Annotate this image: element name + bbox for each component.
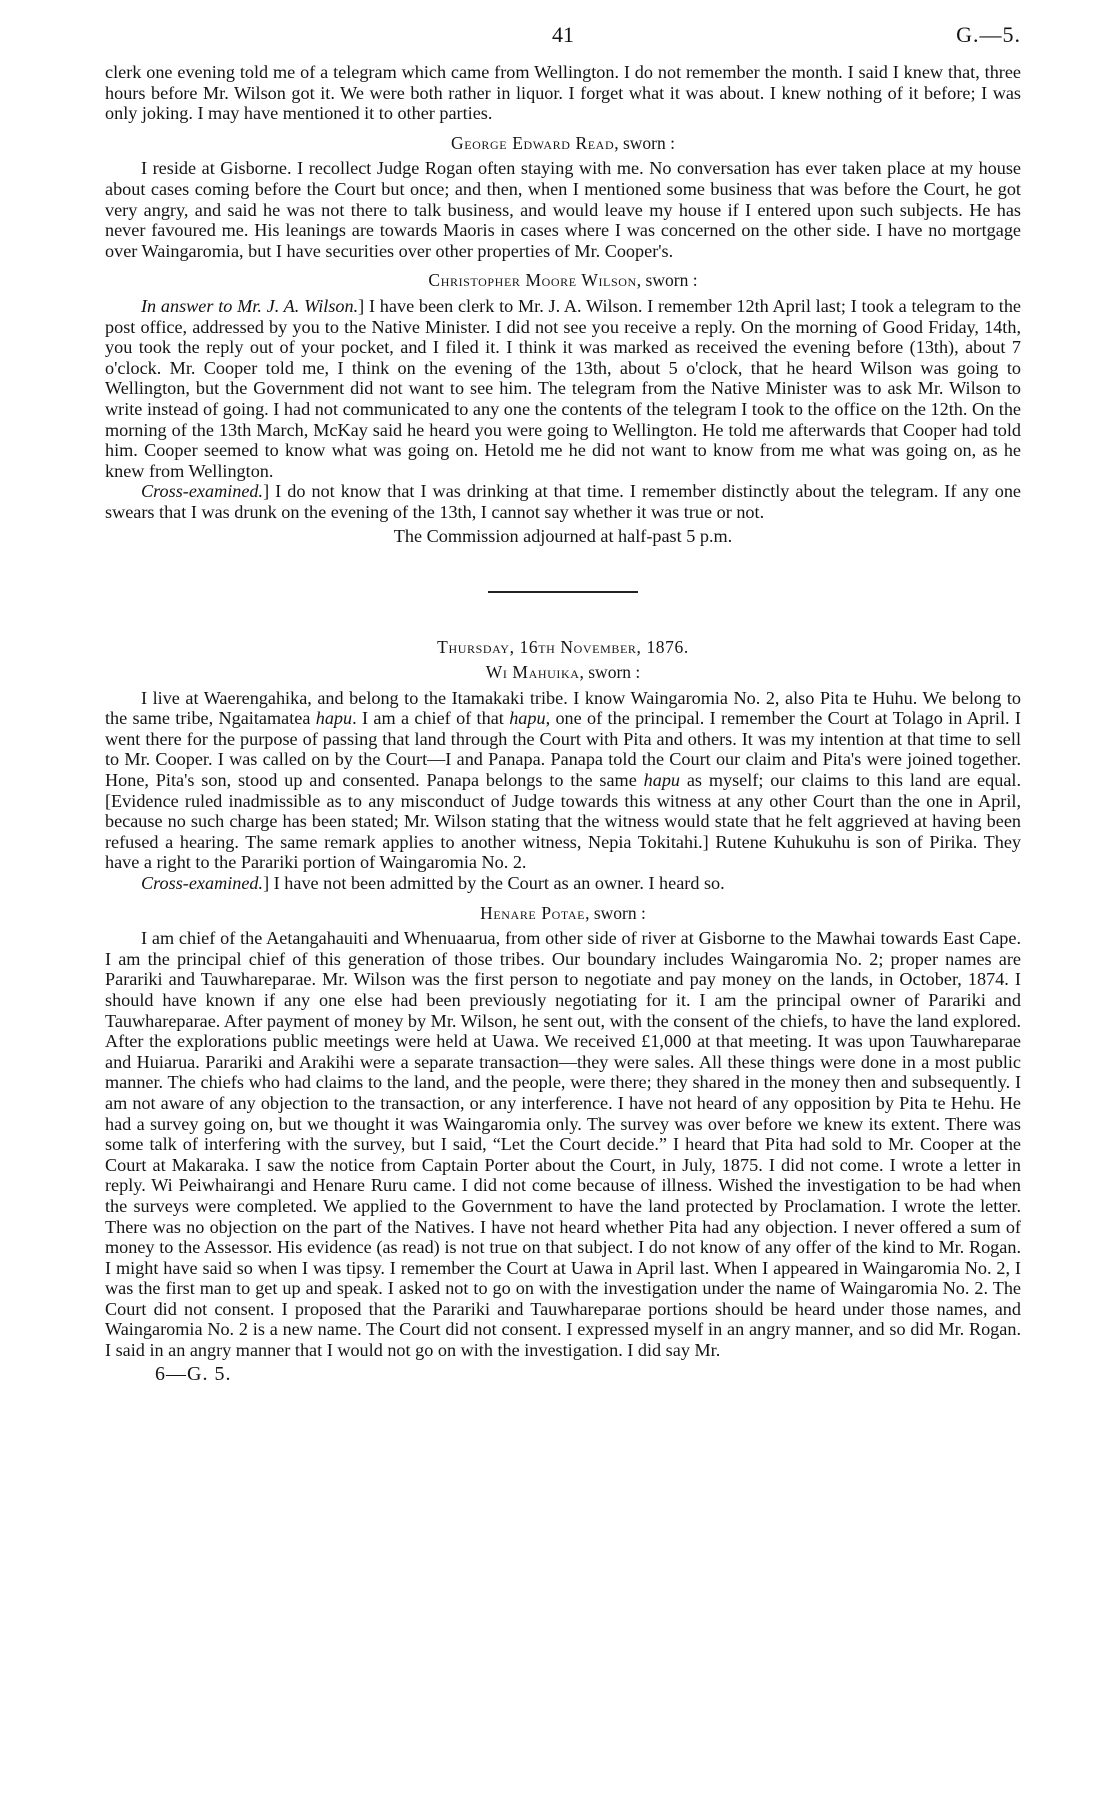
page-footer-signature: 6—G. 5. xyxy=(155,1362,232,1385)
maori-term: hapu xyxy=(643,770,680,791)
document-reference: G.—5. xyxy=(956,22,1021,47)
witness-heading-read xyxy=(105,133,1021,154)
date-heading: Thursday, 16th November, 1876. xyxy=(437,637,689,658)
witness-heading-wilson xyxy=(105,270,1021,291)
page-header xyxy=(105,22,1021,62)
witness-name: Christopher Moore Wilson xyxy=(428,270,637,291)
testimony-text: , one of the principal. I remember the Court at Tolago in April. I went there for the purpose of passing that land through the Court with Pita and others. It was my intention at that time to sell to Mr. Cooper. I was called on by the Court—I and Panapa. Panapa told the Court our claim and Pita's were joined together. Hone, Pita's son, stood up and consented. Panapa belongs to the same xyxy=(105,708,1021,791)
mahuika-testimony xyxy=(105,688,1021,873)
wilson-testimony xyxy=(105,296,1021,481)
examination-label: Cross-examined. xyxy=(141,481,264,502)
witness-heading-potae xyxy=(105,903,1021,924)
testimony-text: ] I do not know that I was drinking at that time. I remember distinctly about the telegram. If any one swears that I was drunk on the evening of the 13th, I cannot say whether it was true or not. xyxy=(105,481,1021,522)
sworn-label: , sworn : xyxy=(636,270,698,291)
page-number: 41 xyxy=(552,22,574,47)
maori-term: hapu xyxy=(509,708,546,729)
examination-label: Cross-examined. xyxy=(141,873,264,893)
testimony-text: I live at Waerengahika, and belong to the Itamakaki tribe. I know Waingaromia No. 2, also Pita te Huhu. We belong to the same tribe, Ngaitamatea xyxy=(105,687,1021,729)
maori-term: hapu xyxy=(315,708,353,729)
mahuika-cross-examination xyxy=(105,873,1021,894)
witness-heading-mahuika xyxy=(105,662,1021,683)
witness-name: George Edward Read xyxy=(451,132,615,153)
examination-label: In answer to Mr. J. A. Wilson. xyxy=(141,295,359,316)
document-page xyxy=(105,22,1021,1386)
witness-name: Wi Mahuika xyxy=(485,662,580,683)
potae-testimony: I am chief of the Aetangahauiti and Whenuaarua, from other side of river at Gisborne to the Mawhai towards East Cape. I am the principal chief of this generation of those tribes. Our boundary includes Waingaromia No. 2; proper names are Parariki and Tauwhareparae. Mr. Wilson was the first person to negotiate and pay money on the lands, in October, 1874. I should have known if any one else had been previously negotiating for it. I am the principal owner of Parariki and Tauwhareparae. After payment of money by Mr. Wilson, he sent out, with the consent of the chiefs, to have the land explored. After the explorations public meetings were held at Uawa. We received £1,000 at that meeting. It was upon Tauwhareparae and Huiarua. Parariki and Arakihi were a separate transaction—they were sales. All these things were done in a most public manner. The chiefs who had claims to the land, and the people, were there; they shared in the money then and subsequently. I am not aware of any objection to the transaction, or any interference. I have not heard of any opposition by Pita te Hehu. He had a survey going on, but we thought it was Waingaromia only. The survey was over before we knew its extent. There was some talk of interfering with the survey, but I said, “Let the Court decide.” I heard that Pita had sold to Mr. Cooper at the Court at Makaraka. I saw the notice from Captain Porter about the Court, in July, 1875. I did not come. I wrote a letter in reply. Wi Peiwhairangi and Henare Ruru came. I did not come because of illness. Wished the investigation to be had when the surveys were completed. We applied to the Government to have the land protected by Proclamation. I wrote the letter. There was no objection on the part of the Natives. I have not heard whether Pita had any objection. I never offered a sum of money to the Assessor. His evidence (as read) is not true on that subject. I do not know of any offer of the kind to Mr. Rogan. I might have said so when I was tipsy. I remember the Court at Uawa in April last. When I appeared in Waingaromia No. 2, I was the first man to get up and speak. I asked not to go on with the investigation under the name of Waingaromia No. 2. The Court did not consent. I proposed that the Parariki and Tauwhareparae portions should be heard under those names, and Waingaromia No. 2 is a new name. The Court did not consent. I expressed myself in an angry manner, and so did Mr. Rogan. I said in an angry manner that I would not go on with the investigation. I did say Mr. xyxy=(105,928,1021,1361)
read-testimony: I reside at Gisborne. I recollect Judge Rogan often staying with me. No conversation has ever taken place at my house about cases coming before the Court but once; and then, when I mentioned some business that was before the Court, he got very angry, and said he was not there to talk business, and would leave my house if I entered upon such subjects. He has never favoured me. His leanings are towards Maoris in cases where I was concerned on the other side. I have no mortgage over Waingaromia, but I have securities over other properties of Mr. Cooper's. xyxy=(105,158,1021,261)
sworn-label: , sworn : xyxy=(614,132,675,153)
wilson-cross-examination xyxy=(105,481,1021,522)
witness-name: Henare Potae xyxy=(480,902,586,923)
sworn-label: , sworn : xyxy=(585,902,646,923)
testimony-text: ] I have not been admitted by the Court as an owner. I heard so. xyxy=(263,873,725,893)
testimony-text: . I am a chief of that xyxy=(352,708,510,729)
sworn-label: , sworn : xyxy=(579,662,641,683)
intro-paragraph: clerk one evening told me of a telegram which came from Wellington. I do not remember the month. I said I knew that, three hours before Mr. Wilson got it. We were both rather in liquor. I forget what it was about. I knew nothing of it before; I was only joking. I may have mentioned it to other parties. xyxy=(105,62,1021,124)
testimony-text: ] I have been clerk to Mr. J. A. Wilson. I remember 12th April last; I took a telegram to the post office, addressed by you to the Native Minister. I did not see you receive a reply. On the morning of Good Friday, 14th, you took the reply out of your pocket, and I filed it. I think it was marked as received the evening before (13th), about 7 o'clock. Mr. Cooper told me, I think on the evening of the 13th, about 5 o'clock, that he heard Wilson was going to Wellington, but the Government did not want to see him. The telegram from the Native Minister was to ask Mr. Wilson to write instead of going. I had not communicated to any one the contents of the telegram I took to the office on the 12th. On the morning of the 13th March, McKay said he heard you were going to Wellington. He told me afterwards that Cooper had told him. Cooper seemed to know what was going on. Hetold me he did not want to know from me what was going on, as he knew from Wellington. xyxy=(105,295,1021,481)
testimony-text: as myself; our claims to this land are equal. [Evidence ruled inadmissible as to any misconduct of Judge towards this witness at any other Court than the one in April, because no such charge has been stated; Mr. Wilson stating that the witness would state that he felt aggrieved at having been refused a hearing. The same remark applies to another witness, Nepia Tokitahi.] Rutene Kuhukuhu is son of Pirika. They have a right to the Parariki portion of Waingaromia No. 2. xyxy=(105,770,1021,873)
section-divider xyxy=(488,591,638,593)
adjournment-note: The Commission adjourned at half-past 5 p.m. xyxy=(393,526,733,547)
